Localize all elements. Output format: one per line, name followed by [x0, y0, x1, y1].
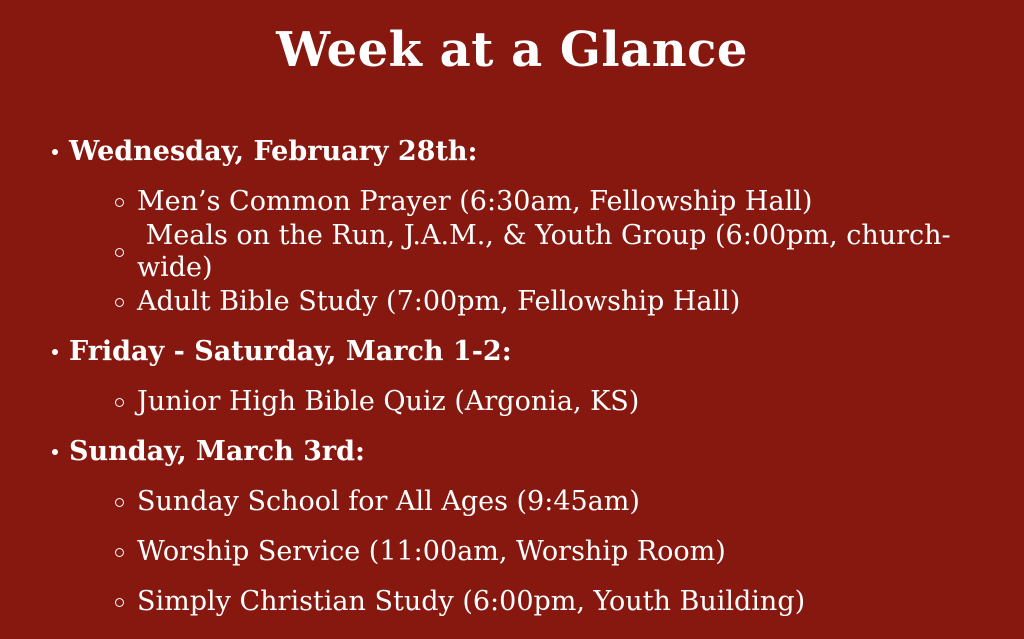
event-label: Simply Christian Study (6:00pm, Youth Building): [137, 585, 806, 617]
day-heading-sunday: [0, 427, 1024, 477]
schedule-list: [0, 127, 1024, 627]
circle-bullet-icon: [115, 198, 124, 207]
event-item: [0, 277, 1024, 327]
event-item: [0, 577, 1024, 627]
page-title: Week at a Glance: [276, 22, 748, 78]
event-label: Junior High Bible Quiz (Argonia, KS): [137, 385, 640, 417]
event-item: [0, 527, 1024, 577]
event-label: Worship Service (11:00am, Worship Room): [137, 535, 726, 567]
bullet-dot-icon: [52, 449, 58, 455]
event-label: Adult Bible Study (7:00pm, Fellowship Hall): [137, 285, 741, 317]
day-heading-label: Sunday, March 3rd:: [69, 435, 365, 467]
day-heading-label: Friday - Saturday, March 1-2:: [69, 335, 512, 367]
day-heading-wednesday: [0, 127, 1024, 177]
circle-bullet-icon: [115, 298, 124, 307]
circle-bullet-icon: [115, 598, 124, 607]
circle-bullet-icon: [115, 548, 124, 557]
event-label: Sunday School for All Ages (9:45am): [137, 485, 640, 517]
day-heading-label: Wednesday, February 28th:: [69, 135, 478, 167]
bullet-dot-icon: [52, 149, 58, 155]
event-label: Men’s Common Prayer (6:30am, Fellowship Hall): [137, 185, 813, 217]
circle-bullet-icon: [115, 498, 124, 507]
bullet-dot-icon: [52, 349, 58, 355]
event-label: Meals on the Run, J.A.M., & Youth Group (6:00pm, church-wide): [137, 219, 951, 283]
event-item: [0, 477, 1024, 527]
circle-bullet-icon: [115, 398, 124, 407]
event-item: [0, 377, 1024, 427]
event-item: [0, 219, 1024, 283]
day-heading-friday-saturday: [0, 327, 1024, 377]
circle-bullet-icon: [115, 248, 124, 257]
